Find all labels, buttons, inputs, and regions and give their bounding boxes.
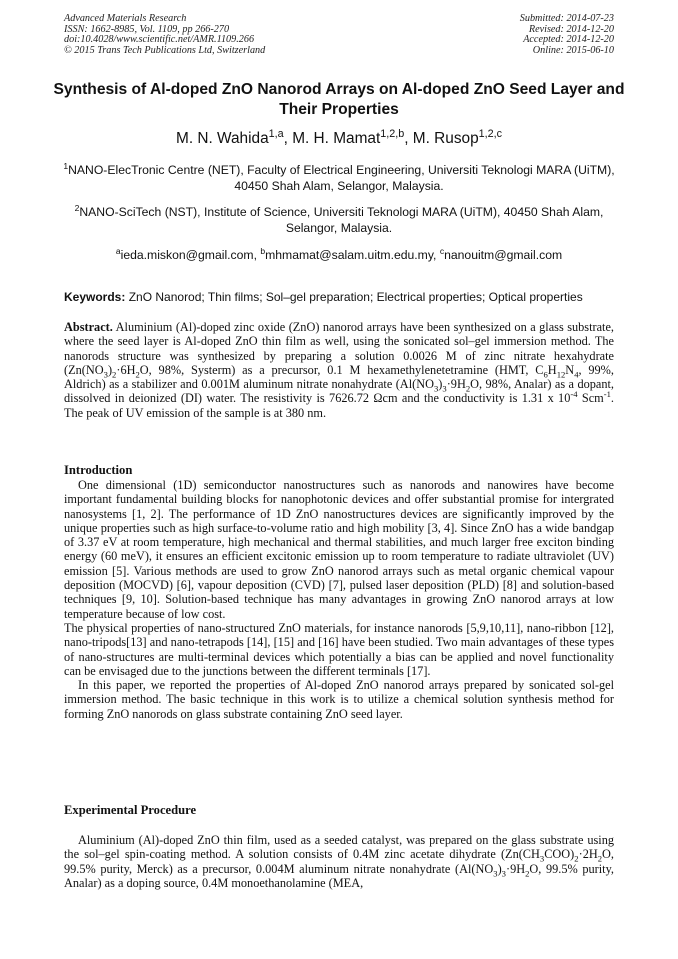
subscript: 2: [135, 369, 140, 380]
accepted-date: Accepted: 2014-12-20: [523, 34, 614, 46]
paragraph-text: ·2H: [578, 847, 598, 862]
author-affil-mark: 1,2,c: [478, 127, 502, 140]
section-heading-introduction: Introduction: [64, 463, 133, 477]
introduction-body: [64, 478, 614, 721]
journal-info: [64, 14, 265, 56]
abstract-text: N: [565, 362, 575, 377]
subscript: 2: [525, 868, 530, 879]
abstract-text: O, 98%, Analar) as a dopant, dissolved in deionized (DI) water. The resistivity is 7626.72 Ωcm and the conductivity is 1.31 x 10: [64, 377, 614, 406]
abstract-text: ·9H: [446, 377, 466, 392]
paragraph-text: COO): [544, 847, 575, 862]
email-link[interactable]: mhmamat@salam.uitm.edu.my: [265, 248, 434, 262]
email-mark: b: [260, 245, 266, 256]
subscript: 3: [103, 369, 108, 380]
abstract-text: ): [438, 377, 443, 392]
experimental-body: [64, 833, 614, 890]
affiliation-text: NANO-ElecTronic Centre (NET), Faculty of Electrical Engineering, Universiti Teknologi MARA (UiTM), 40450 Shah Alam, Selangor, Malaysia.: [68, 163, 615, 193]
section-heading-experimental: Experimental Procedure: [64, 803, 197, 817]
keywords-text: ZnO Nanorod; Thin films; Sol–gel preparation; Electrical properties; Optical properties: [128, 290, 583, 304]
subscript: 12: [556, 369, 566, 380]
author-affil-mark: 1,2,b: [380, 127, 405, 140]
email-link[interactable]: ieda.miskon@gmail.com: [120, 248, 254, 262]
superscript: -1: [603, 389, 611, 400]
keywords-label: Keywords:: [64, 290, 126, 304]
author-name: M. N. Wahida: [176, 130, 269, 147]
subscript: 3: [433, 383, 439, 394]
paragraph-text: O, 99.5% purity, Analar) as a doping source, 0.4M monoethanolamine (MEA,: [64, 861, 614, 890]
keywords: [64, 290, 624, 305]
abstract-label: Abstract.: [64, 320, 113, 334]
subscript: 3: [442, 383, 447, 394]
abstract-text: O, 98%, Systerm) as a precursor, 0.1 M hexamethylenetetramine (HMT, C: [139, 362, 544, 377]
affiliation-text: NANO-SciTech (NST), Institute of Science, Universiti Teknologi MARA (UiTM), 40450 Shah Alam, Selangor, Malaysia.: [79, 205, 604, 235]
doi: doi:10.4028/www.scientific.net/AMR.1109.266: [64, 34, 255, 46]
subscript: 3: [493, 868, 498, 879]
subscript: 3: [501, 868, 506, 879]
paragraph: In this paper, we reported the properties of Al-doped ZnO nanorod arrays prepared by sonicated sol-gel immersion method. The basic technique in this work is to utilize a chemical solution synthesis method for forming ZnO nanorods on glass substrate containing ZnO seed layer.: [64, 678, 614, 721]
author-name: M. Rusop: [412, 130, 479, 147]
email-mark: c: [439, 245, 445, 256]
superscript: -4: [570, 389, 578, 400]
abstract: [64, 320, 614, 420]
submitted-date: Submitted: 2014-07-23: [519, 13, 614, 24]
paragraph-text: ·9H: [505, 861, 526, 876]
abstract-text: . The peak of UV emission of the sample is at 380 nm.: [64, 391, 614, 420]
abstract-text: Aluminium (Al)-doped zinc oxide (ZnO) nanorod arrays have been synthesized on a glass substrate, where the seed layer is Al-doped ZnO thin film as well, using the sonicated sol–gel immersion method. The nanorods structure was synthesized by preparing a solution 0.0026 M of zinc nitrate hexahydrate (Zn(NO: [64, 320, 614, 377]
paragraph: One dimensional (1D) semiconductor nanostructures such as nanorods and nanowires have become important fundamental building blocks for nanophotonic devices and offer substantial promise for intergrated nanosystems [1, 2]. The performance of 1D ZnO nanostructures devices are significantly improved by the unique properties such as high surface-to-volume ratio and high mobility [3, 4]. Since ZnO has a wide bandgap of 3.37 eV at room temperature, high mechanical and thermal stabilities, and much larger free exciton binding energy (60 meV), it ensures an efficient excitonic emission up to room temperature to radiate ultraviolet (UV) emission [5]. Various methods are used to grow ZnO nanorod arrays such as metal organic chemical vapour deposition (MOCVD) [6], vapour deposition (CVD) [7], pulsed laser deposition (PLD) [8] and solution-based techniques [9, 10]. Solution-based technique has many advantages in growing ZnO nanorod arrays at low temperature because of low cost.: [64, 478, 614, 621]
subscript: 4: [574, 369, 579, 380]
abstract-text: H: [547, 362, 557, 377]
subscript: 2: [597, 853, 603, 864]
abstract-text: Scm: [577, 391, 604, 406]
email-list: $^a$ieda.miskon@gmail.com, $^b$mhmamat@salam.uitm.edu.my, $^c$nanouitm@gmail.com: [115, 245, 563, 262]
subscript: 2: [465, 383, 471, 394]
paragraph-text: O, 99.5% purity, Merck) as a precursor, 0.004M aluminum nitrate nonahydrate (Al(NO: [64, 847, 614, 876]
affiliation-mark: 1: [63, 160, 69, 171]
subscript: 3: [539, 853, 545, 864]
email-mark: a: [115, 245, 121, 256]
affiliation-mark: 2: [74, 202, 80, 213]
author-list: M. N. Wahida$^{1,a}$, M. H. Mamat$^{1,2,b}$, M. Rusop$^{1,2,c}$: [176, 127, 502, 147]
paper-title: Synthesis of Al-doped ZnO Nanorod Arrays on Al-doped ZnO Seed Layer and Their Properties: [53, 81, 625, 118]
journal-name: Advanced Materials Research: [64, 13, 187, 24]
paragraph-text: Aluminium (Al)-doped ZnO thin film, used as a seeded catalyst, was prepared on the glass substrate using the sol–gel spin-coating method. A solution consists of 0.4M zinc acetate dihydrate (Zn(CH: [64, 833, 614, 862]
abstract-text: ): [107, 362, 113, 377]
revised-date: Revised: 2014-12-20: [528, 23, 614, 35]
paragraph-text: ): [497, 861, 502, 876]
publication-dates: [520, 14, 614, 56]
subscript: 2: [574, 853, 579, 864]
abstract-text: ·6H: [116, 362, 136, 377]
author-affil-mark: 1,a: [268, 127, 284, 140]
paragraph: The physical properties of nano-structured ZnO materials, for instance nanorods [5,9,10,11], nano-ribbon [12], nano-tripods[13] and nano-tetrapods [14], [15] and [16] have been studied. Two main advantages of these types of nano-structures are multi-terminal devices which potentially a bias can be applied and novel functionality can be envisaged due to the junctions between the different terminals [17].: [64, 620, 614, 678]
email-link[interactable]: nanouitm@gmail.com: [444, 248, 563, 262]
subscript: 6: [543, 369, 548, 380]
online-date: Online: 2015-06-10: [532, 44, 614, 56]
author-name: M. H. Mamat: [292, 130, 381, 147]
affiliation: [52, 160, 626, 194]
abstract-text: , 99%, Aldrich) as a stabilizer and 0.001M aluminum nitrate nonahydrate (Al(NO: [64, 362, 614, 392]
copyright: © 2015 Trans Tech Publications Ltd, Switzerland: [64, 44, 266, 56]
affiliation: [52, 202, 626, 236]
subscript: 2: [112, 369, 117, 380]
issn: ISSN: 1662-8985, Vol. 1109, pp 266-270: [64, 23, 230, 35]
